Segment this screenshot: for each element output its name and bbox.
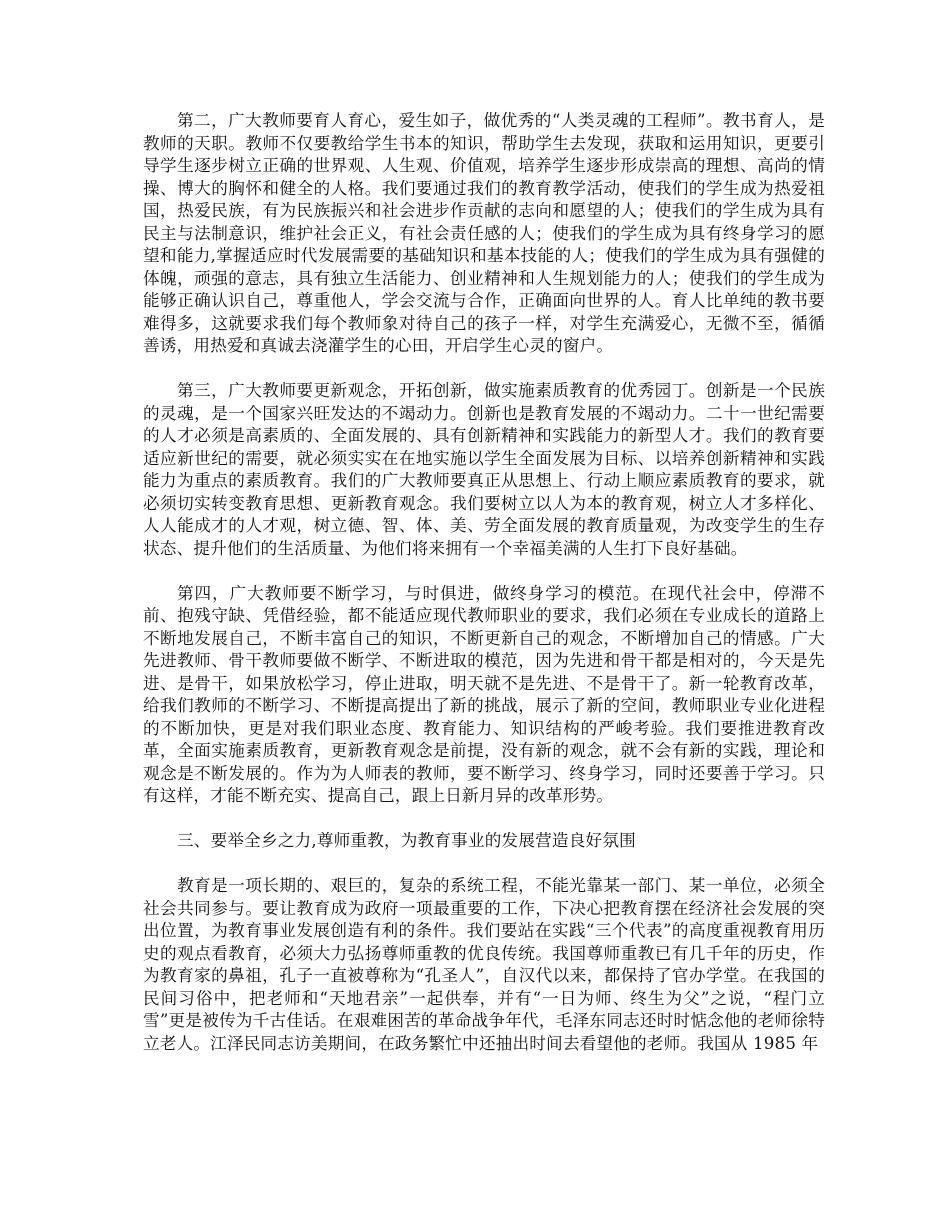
document-page — [143, 110, 825, 1078]
paragraph-social-participation: 教育是一项长期的、艰巨的，复杂的系统工程，不能光靠某一部门、某一单位，必须全社会共同参与。要让教育成为政府一项最重要的工作，下决心把教育摆在经济社会发展的突出位置，为教育事业发展创造有利的条件。我们要站在实践“三个代表”的高度重视教育用历史的观点看教育，必须大力弘扬尊师重教的优良传统。我国尊师重教已有几千年的历史，作为教育家的鼻祖，孔子一直被尊称为“孔圣人”，自汉代以来，都保持了官办学堂。在我国的民间习俗中，把老师和“天地君亲”一起供奉，并有“一日为师、终生为父”之说，“程门立雪”更是被传为千古佳话。在艰难困苦的革命战争年代，毛泽东同志还时时惦念他的老师徐特立老人。江泽民同志访美期间，在政务繁忙中还抽出时间去看望他的老师。我国从 1985 年 — [143, 876, 825, 1053]
paragraph-teacher-nurturing: 第二，广大教师要育人育心，爱生如子，做优秀的“人类灵魂的工程师”。教书育人，是教师的天职。教师不仅要教给学生书本的知识，帮助学生去发现，获取和运用知识，更要引导学生逐步树立正确的世界观、人生观、价值观，培养学生逐步形成崇高的理想、高尚的情操、博大的胸怀和健全的人格。我们要通过我们的教育教学活动，使我们的学生成为热爱祖国，热爱民族，有为民族振兴和社会进步作贡献的志向和愿望的人；使我们的学生成为具有民主与法制意识，维护社会正义，有社会责任感的人；使我们的学生成为具有终身学习的愿望和能力,掌握适应时代发展需要的基础知识和基本技能的人；使我们的学生成为具有强健的体魄，顽强的意志，具有独立生活能力、创业精神和人生规划能力的人；使我们的学生成为能够正确认识自己，尊重他人，学会交流与合作，正确面向世界的人。育人比单纯的教书要难得多，这就要求我们每个教师象对待自己的孩子一样，对学生充满爱心，无微不至，循循善诱，用热爱和真诚去浇灌学生的心田，开启学生心灵的窗户。 — [143, 111, 825, 355]
paragraph-teacher-innovation: 第三，广大教师要更新观念，开拓创新，做实施素质教育的优秀园丁。创新是一个民族的灵魂，是一个国家兴旺发达的不竭动力。创新也是教育发展的不竭动力。二十一世纪需要的人才必须是高素质的、全面发展的、具有创新精神和实践能力的新型人才。我们的教育要适应新世纪的需要，就必须实实在在地实施以学生全面发展为目标、以培养创新精神和实践能力为重点的素质教育。我们的广大教师要真正从思想上、行动上顺应素质教育的要求，就必须切实转变教育思想、更新教育观念。我们要树立以人为本的教育观，树立人才多样化、人人能成才的人才观，树立德、智、体、美、劳全面发展的教育质量观，为改变学生的生存状态、提升他们的生活质量、为他们将来拥有一个幸福美满的人生打下良好基础。 — [143, 381, 825, 558]
paragraph-teacher-lifelong-learning: 第四，广大教师要不断学习，与时俱进，做终身学习的模范。在现代社会中，停滞不前、抱残守缺、凭借经验，都不能适应现代教师职业的要求，我们必须在专业成长的道路上不断地发展自己，不断丰富自己的知识，不断更新自己的观念，不断增加自己的情感。广大先进教师、骨干教师要做不断学、不断进取的模范，因为先进和骨干都是相对的，今天是先进、是骨干，如果放松学习，停止进取，明天就不是先进、不是骨干了。新一轮教育改革，给我们教师的不断学习、不断提高提出了新的挑战，展示了新的空间，教师职业专业化进程的不断加快，更是对我们职业态度、教育能力、知识结构的严峻考验。我们要推进教育改革，全面实施素质教育，更新教育观念是前提，没有新的观念，就不会有新的实践，理论和观念是不断发展的。作为为人师表的教师，要不断学习、终身学习，同时还要善于学习。只有这样，才能不断充实、提高自己，跟上日新月异的改革形势。 — [143, 583, 825, 805]
section-heading-respect-teachers: 三、要举全乡之力,尊师重教，为教育事业的发展营造良好氛围 — [177, 831, 636, 850]
